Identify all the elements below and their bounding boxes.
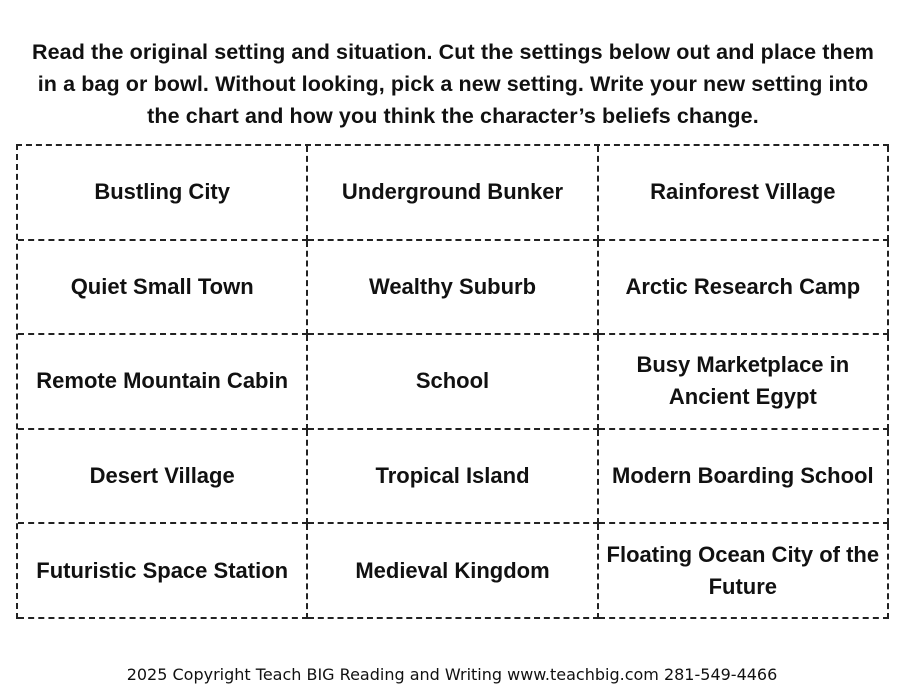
setting-card[interactable] bbox=[308, 430, 598, 525]
setting-card[interactable] bbox=[599, 430, 889, 525]
setting-label: Floating Ocean City of the Future bbox=[606, 541, 880, 599]
setting-card[interactable] bbox=[18, 430, 308, 525]
settings-cutout-grid bbox=[16, 144, 889, 619]
setting-card[interactable] bbox=[599, 335, 889, 430]
setting-card[interactable] bbox=[308, 335, 598, 430]
setting-label: Tropical Island bbox=[375, 463, 530, 489]
setting-label: Desert Village bbox=[89, 463, 235, 489]
setting-label: Quiet Small Town bbox=[70, 273, 254, 299]
setting-card[interactable] bbox=[599, 241, 889, 336]
setting-label: Underground Bunker bbox=[341, 179, 564, 205]
setting-label: Arctic Research Camp bbox=[625, 273, 861, 299]
setting-card[interactable] bbox=[308, 146, 598, 241]
setting-label: Modern Boarding School bbox=[612, 463, 874, 489]
setting-card[interactable] bbox=[599, 146, 889, 241]
setting-label: Wealthy Suburb bbox=[368, 273, 537, 299]
setting-label: Futuristic Space Station bbox=[36, 557, 289, 583]
setting-label: Remote Mountain Cabin bbox=[36, 368, 289, 394]
copyright-footer: 2025 Copyright Teach BIG Reading and Writing www.teachbig.com 281-549-4466 bbox=[126, 665, 778, 684]
setting-label: Medieval Kingdom bbox=[355, 557, 550, 583]
setting-card[interactable] bbox=[18, 241, 308, 336]
setting-card[interactable] bbox=[18, 524, 308, 619]
setting-card[interactable] bbox=[18, 146, 308, 241]
setting-card[interactable] bbox=[18, 335, 308, 430]
setting-card[interactable] bbox=[308, 241, 598, 336]
setting-label: Busy Marketplace in Ancient Egypt bbox=[636, 352, 850, 410]
setting-label: School bbox=[415, 368, 490, 394]
setting-label: Rainforest Village bbox=[650, 179, 836, 205]
instructions-text: Read the original setting and situation. Cut the settings below out and place them in a bag or bowl. Without looking, pick a new setting. Write your new setting into the chart and how you think the character’s beliefs change. bbox=[32, 40, 874, 128]
setting-card[interactable] bbox=[599, 524, 889, 619]
setting-card[interactable] bbox=[308, 524, 598, 619]
setting-label: Bustling City bbox=[94, 179, 230, 205]
